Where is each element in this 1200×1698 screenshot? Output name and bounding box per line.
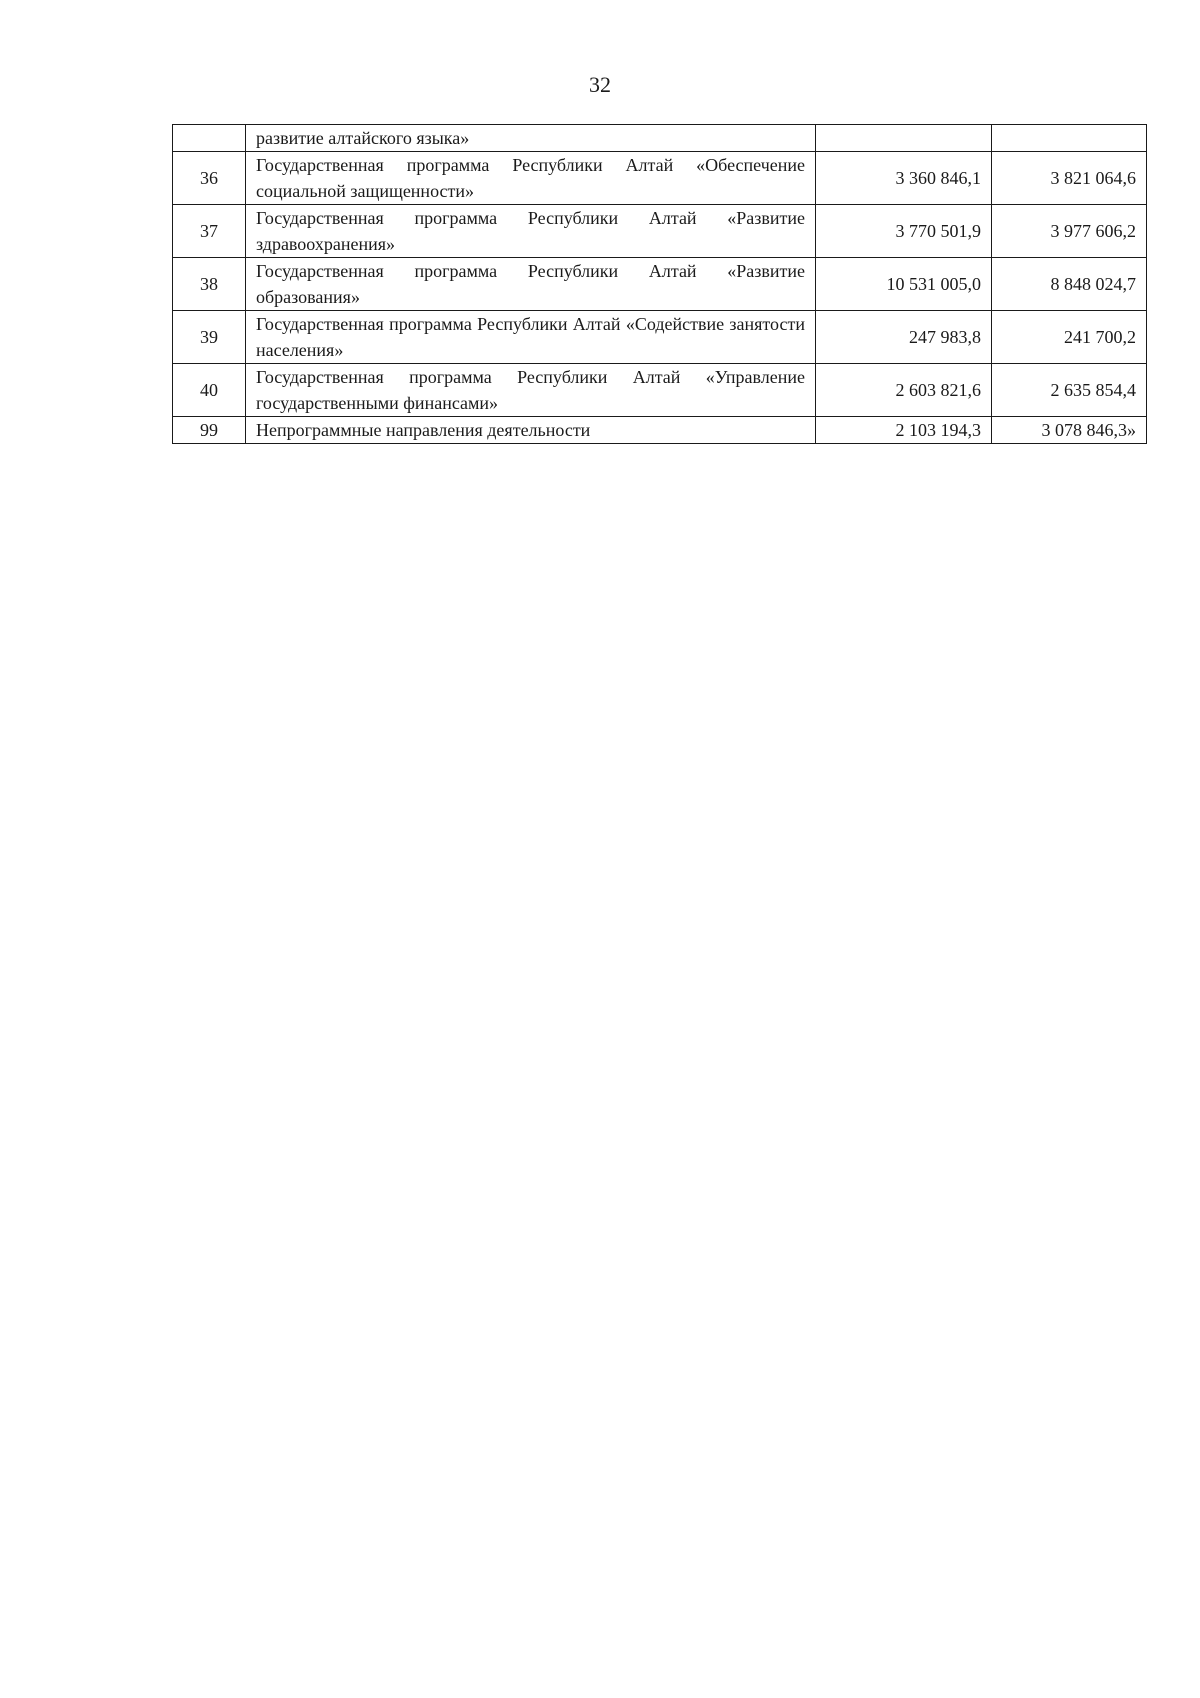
- table-row: [173, 258, 1147, 311]
- budget-table: [172, 124, 1147, 444]
- table-row: [173, 364, 1147, 417]
- row-name: Государственная программа Республики Алтай «Обеспечение социальной защищенности»: [246, 152, 816, 205]
- row-value-1: [816, 125, 992, 152]
- row-value-1: 3 770 501,9: [816, 205, 992, 258]
- row-name: Государственная программа Республики Алтай «Развитие здравоохранения»: [246, 205, 816, 258]
- row-name: Государственная программа Республики Алтай «Содействие занятости населения»: [246, 311, 816, 364]
- row-value-1: 3 360 846,1: [816, 152, 992, 205]
- row-value-2: [992, 125, 1147, 152]
- row-value-2: 3 078 846,3»: [992, 417, 1147, 444]
- budget-table-body: [173, 125, 1147, 444]
- row-name: Государственная программа Республики Алтай «Развитие образования»: [246, 258, 816, 311]
- table-row: [173, 152, 1147, 205]
- row-name: развитие алтайского языка»: [246, 125, 816, 152]
- row-code: 39: [173, 311, 246, 364]
- row-value-1: 247 983,8: [816, 311, 992, 364]
- row-value-2: 3 821 064,6: [992, 152, 1147, 205]
- row-value-2: 8 848 024,7: [992, 258, 1147, 311]
- row-code: 38: [173, 258, 246, 311]
- table-row: [173, 417, 1147, 444]
- page-number: 32: [589, 72, 611, 97]
- table-row: [173, 125, 1147, 152]
- row-code: 99: [173, 417, 246, 444]
- row-name: Государственная программа Республики Алтай «Управление государственными финансами»: [246, 364, 816, 417]
- row-code: 40: [173, 364, 246, 417]
- row-value-2: 241 700,2: [992, 311, 1147, 364]
- row-value-1: 10 531 005,0: [816, 258, 992, 311]
- row-value-1: 2 603 821,6: [816, 364, 992, 417]
- table-row: [173, 205, 1147, 258]
- table-row: [173, 311, 1147, 364]
- row-value-2: 2 635 854,4: [992, 364, 1147, 417]
- row-value-2: 3 977 606,2: [992, 205, 1147, 258]
- row-code: 37: [173, 205, 246, 258]
- row-name: Непрограммные направления деятельности: [246, 417, 816, 444]
- row-value-1: 2 103 194,3: [816, 417, 992, 444]
- row-code: [173, 125, 246, 152]
- row-code: 36: [173, 152, 246, 205]
